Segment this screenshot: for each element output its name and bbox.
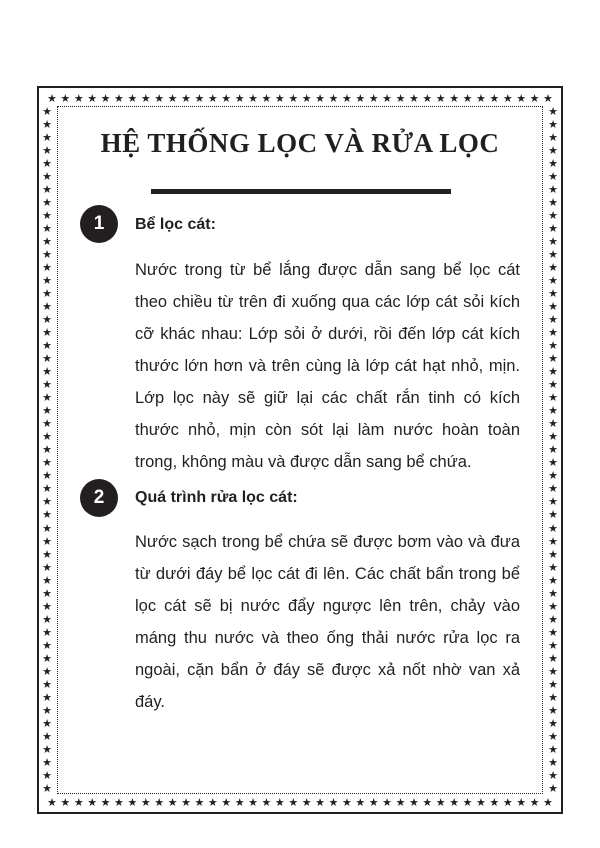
- border-star-icon: ★: [42, 456, 52, 470]
- border-star-icon: ★: [60, 795, 71, 809]
- border-star-icon: ★: [73, 795, 84, 809]
- border-star-icon: ★: [181, 795, 191, 809]
- border-star-icon: ★: [548, 131, 558, 145]
- border-star-icon: ★: [408, 91, 419, 105]
- border-star-icon: ★: [548, 638, 558, 652]
- border-star-icon: ★: [543, 795, 553, 809]
- border-star-icon: ★: [548, 378, 558, 392]
- star-border-top: [47, 92, 553, 104]
- border-star-icon: ★: [548, 625, 558, 639]
- border-star-icon: ★: [548, 612, 558, 626]
- border-star-icon: ★: [42, 313, 52, 327]
- border-star-icon: ★: [529, 795, 540, 809]
- border-star-icon: ★: [207, 795, 218, 809]
- border-star-icon: ★: [42, 157, 52, 171]
- border-star-icon: ★: [489, 91, 500, 105]
- border-star-icon: ★: [42, 170, 52, 184]
- border-star-icon: ★: [73, 91, 84, 105]
- border-star-icon: ★: [42, 547, 52, 561]
- border-star-icon: ★: [221, 91, 232, 105]
- border-star-icon: ★: [42, 339, 52, 353]
- border-star-icon: ★: [42, 300, 52, 314]
- border-star-icon: ★: [548, 547, 558, 561]
- border-star-icon: ★: [382, 91, 393, 105]
- border-star-icon: ★: [548, 703, 558, 717]
- border-star-icon: ★: [167, 91, 178, 105]
- border-star-icon: ★: [548, 118, 558, 132]
- border-star-icon: ★: [548, 495, 558, 509]
- border-star-icon: ★: [42, 742, 52, 756]
- border-star-icon: ★: [154, 795, 165, 809]
- border-star-icon: ★: [42, 352, 52, 366]
- border-star-icon: ★: [248, 795, 258, 809]
- border-star-icon: ★: [548, 274, 558, 288]
- border-star-icon: ★: [42, 183, 52, 197]
- border-star-icon: ★: [543, 91, 553, 105]
- border-star-icon: ★: [42, 560, 52, 574]
- border-star-icon: ★: [548, 300, 558, 314]
- border-star-icon: ★: [516, 795, 527, 809]
- section-body-1: Nước trong từ bể lắng được dẫn sang bể lọc cát theo chiều từ trên đi xuống qua các lớp cát sỏi kích cỡ khác nhau: Lớp sỏi ở dưới, rồi đến lớp cát kích thước lớn hơn và trên cùng là lớp cát hạt nhỏ, mịn. Lớp lọc này sẽ giữ lại các chất rắn tinh có kích thước nhỏ, mịn còn sót lại làm nước hoàn toàn trong, không màu và được dẫn sang bể chứa.: [135, 261, 520, 471]
- border-star-icon: ★: [42, 625, 52, 639]
- border-star-icon: ★: [42, 521, 52, 535]
- border-star-icon: ★: [42, 664, 52, 678]
- border-star-icon: ★: [42, 443, 52, 457]
- border-star-icon: ★: [42, 391, 52, 405]
- border-star-icon: ★: [548, 326, 558, 340]
- star-border-bottom: [47, 796, 553, 808]
- border-star-icon: ★: [395, 91, 406, 105]
- border-star-icon: ★: [449, 795, 460, 809]
- border-star-icon: ★: [42, 716, 52, 730]
- border-star-icon: ★: [42, 404, 52, 418]
- border-star-icon: ★: [42, 651, 52, 665]
- border-star-icon: ★: [548, 508, 558, 522]
- border-star-icon: ★: [328, 91, 339, 105]
- border-star-icon: ★: [548, 196, 558, 210]
- border-star-icon: ★: [42, 326, 52, 340]
- border-star-icon: ★: [341, 91, 352, 105]
- border-star-icon: ★: [548, 170, 558, 184]
- border-star-icon: ★: [548, 469, 558, 483]
- border-star-icon: ★: [548, 586, 558, 600]
- border-star-icon: ★: [548, 716, 558, 730]
- border-star-icon: ★: [315, 795, 325, 809]
- border-star-icon: ★: [288, 795, 299, 809]
- border-star-icon: ★: [476, 91, 486, 105]
- border-star-icon: ★: [47, 795, 57, 809]
- border-star-icon: ★: [548, 144, 558, 158]
- border-star-icon: ★: [87, 91, 98, 105]
- border-star-icon: ★: [548, 287, 558, 301]
- border-star-icon: ★: [42, 235, 52, 249]
- border-star-icon: ★: [42, 144, 52, 158]
- border-star-icon: ★: [355, 91, 366, 105]
- border-star-icon: ★: [42, 209, 52, 223]
- border-star-icon: ★: [548, 248, 558, 262]
- border-star-icon: ★: [548, 261, 558, 275]
- border-star-icon: ★: [261, 795, 272, 809]
- border-star-icon: ★: [368, 795, 379, 809]
- border-star-icon: ★: [42, 469, 52, 483]
- border-star-icon: ★: [548, 235, 558, 249]
- border-star-icon: ★: [548, 222, 558, 236]
- border-star-icon: ★: [47, 91, 57, 105]
- border-star-icon: ★: [548, 183, 558, 197]
- border-star-icon: ★: [548, 781, 558, 795]
- border-star-icon: ★: [207, 91, 218, 105]
- border-star-icon: ★: [154, 91, 165, 105]
- border-star-icon: ★: [42, 768, 52, 782]
- border-star-icon: ★: [42, 638, 52, 652]
- border-star-icon: ★: [548, 768, 558, 782]
- border-star-icon: ★: [315, 91, 325, 105]
- border-star-icon: ★: [42, 105, 52, 118]
- border-star-icon: ★: [435, 795, 446, 809]
- border-star-icon: ★: [548, 352, 558, 366]
- section-heading-1: Bể lọc cát:: [135, 216, 216, 233]
- border-star-icon: ★: [261, 91, 272, 105]
- border-star-icon: ★: [140, 795, 151, 809]
- border-star-icon: ★: [548, 209, 558, 223]
- border-star-icon: ★: [167, 795, 178, 809]
- star-border-left: [41, 106, 53, 794]
- border-star-icon: ★: [548, 651, 558, 665]
- border-star-icon: ★: [548, 313, 558, 327]
- border-star-icon: ★: [548, 482, 558, 496]
- border-star-icon: ★: [529, 91, 540, 105]
- border-star-icon: ★: [234, 795, 245, 809]
- border-star-icon: ★: [301, 795, 312, 809]
- border-star-icon: ★: [42, 508, 52, 522]
- border-star-icon: ★: [42, 248, 52, 262]
- border-star-icon: ★: [548, 573, 558, 587]
- border-star-icon: ★: [42, 573, 52, 587]
- section-number-badge-2: 2: [80, 479, 118, 517]
- border-star-icon: ★: [140, 91, 151, 105]
- border-star-icon: ★: [42, 196, 52, 210]
- section-body-2: Nước sạch trong bể chứa sẽ được bơm vào và đưa từ dưới đáy bể lọc cát đi lên. Các chất bẩn trong bể lọc cát sẽ bị nước đẩy ngược lên trên, chảy vào máng thu nước và theo ống thải nước rửa lọc ra ngoài, cặn bẩn ở đáy sẽ được xả nốt nhờ van xả đáy.: [135, 533, 520, 711]
- border-star-icon: ★: [274, 91, 285, 105]
- border-star-icon: ★: [114, 91, 124, 105]
- border-star-icon: ★: [502, 91, 513, 105]
- border-star-icon: ★: [221, 795, 232, 809]
- border-star-icon: ★: [42, 703, 52, 717]
- border-star-icon: ★: [548, 339, 558, 353]
- border-star-icon: ★: [181, 91, 191, 105]
- border-star-icon: ★: [42, 495, 52, 509]
- border-star-icon: ★: [42, 586, 52, 600]
- border-star-icon: ★: [548, 729, 558, 743]
- border-star-icon: ★: [194, 91, 205, 105]
- border-star-icon: ★: [42, 781, 52, 795]
- border-star-icon: ★: [548, 430, 558, 444]
- star-border-right: [547, 106, 559, 794]
- border-star-icon: ★: [60, 91, 71, 105]
- border-star-icon: ★: [42, 131, 52, 145]
- border-star-icon: ★: [548, 404, 558, 418]
- section-number-badge-1: 1: [80, 205, 118, 243]
- border-star-icon: ★: [100, 795, 111, 809]
- border-star-icon: ★: [42, 287, 52, 301]
- border-star-icon: ★: [548, 534, 558, 548]
- border-star-icon: ★: [328, 795, 339, 809]
- border-star-icon: ★: [502, 795, 513, 809]
- border-star-icon: ★: [42, 118, 52, 132]
- border-star-icon: ★: [274, 795, 285, 809]
- border-star-icon: ★: [42, 534, 52, 548]
- border-star-icon: ★: [355, 795, 366, 809]
- border-star-icon: ★: [42, 378, 52, 392]
- border-star-icon: ★: [548, 391, 558, 405]
- border-star-icon: ★: [548, 456, 558, 470]
- border-star-icon: ★: [516, 91, 527, 105]
- border-star-icon: ★: [42, 677, 52, 691]
- border-star-icon: ★: [42, 482, 52, 496]
- border-star-icon: ★: [548, 690, 558, 704]
- border-star-icon: ★: [489, 795, 500, 809]
- border-star-icon: ★: [42, 274, 52, 288]
- border-star-icon: ★: [548, 443, 558, 457]
- border-star-icon: ★: [548, 417, 558, 431]
- border-star-icon: ★: [462, 795, 473, 809]
- border-star-icon: ★: [42, 365, 52, 379]
- border-star-icon: ★: [42, 755, 52, 769]
- border-star-icon: ★: [548, 755, 558, 769]
- border-star-icon: ★: [548, 742, 558, 756]
- border-star-icon: ★: [422, 91, 433, 105]
- border-star-icon: ★: [42, 222, 52, 236]
- page-title: HỆ THỐNG LỌC VÀ RỬA LỌC: [100, 128, 500, 158]
- border-star-icon: ★: [87, 795, 98, 809]
- border-star-icon: ★: [42, 612, 52, 626]
- border-star-icon: ★: [462, 91, 473, 105]
- border-star-icon: ★: [42, 430, 52, 444]
- border-star-icon: ★: [127, 91, 138, 105]
- border-star-icon: ★: [234, 91, 245, 105]
- border-star-icon: ★: [548, 664, 558, 678]
- border-star-icon: ★: [341, 795, 352, 809]
- border-star-icon: ★: [368, 91, 379, 105]
- border-star-icon: ★: [288, 91, 299, 105]
- border-star-icon: ★: [395, 795, 406, 809]
- section-heading-2: Quá trình rửa lọc cát:: [135, 489, 298, 506]
- border-star-icon: ★: [301, 91, 312, 105]
- border-star-icon: ★: [42, 599, 52, 613]
- border-star-icon: ★: [548, 521, 558, 535]
- border-star-icon: ★: [435, 91, 446, 105]
- border-star-icon: ★: [449, 91, 460, 105]
- border-star-icon: ★: [408, 795, 419, 809]
- border-star-icon: ★: [382, 795, 393, 809]
- border-star-icon: ★: [42, 417, 52, 431]
- border-star-icon: ★: [248, 91, 258, 105]
- border-star-icon: ★: [548, 157, 558, 171]
- border-star-icon: ★: [42, 729, 52, 743]
- border-star-icon: ★: [476, 795, 486, 809]
- border-star-icon: ★: [42, 690, 52, 704]
- border-star-icon: ★: [548, 105, 558, 118]
- border-star-icon: ★: [114, 795, 124, 809]
- title-divider: [151, 189, 451, 194]
- border-star-icon: ★: [194, 795, 205, 809]
- border-star-icon: ★: [127, 795, 138, 809]
- border-star-icon: ★: [42, 261, 52, 275]
- border-star-icon: ★: [548, 365, 558, 379]
- border-star-icon: ★: [548, 599, 558, 613]
- border-star-icon: ★: [100, 91, 111, 105]
- border-star-icon: ★: [422, 795, 433, 809]
- border-star-icon: ★: [548, 560, 558, 574]
- border-star-icon: ★: [548, 677, 558, 691]
